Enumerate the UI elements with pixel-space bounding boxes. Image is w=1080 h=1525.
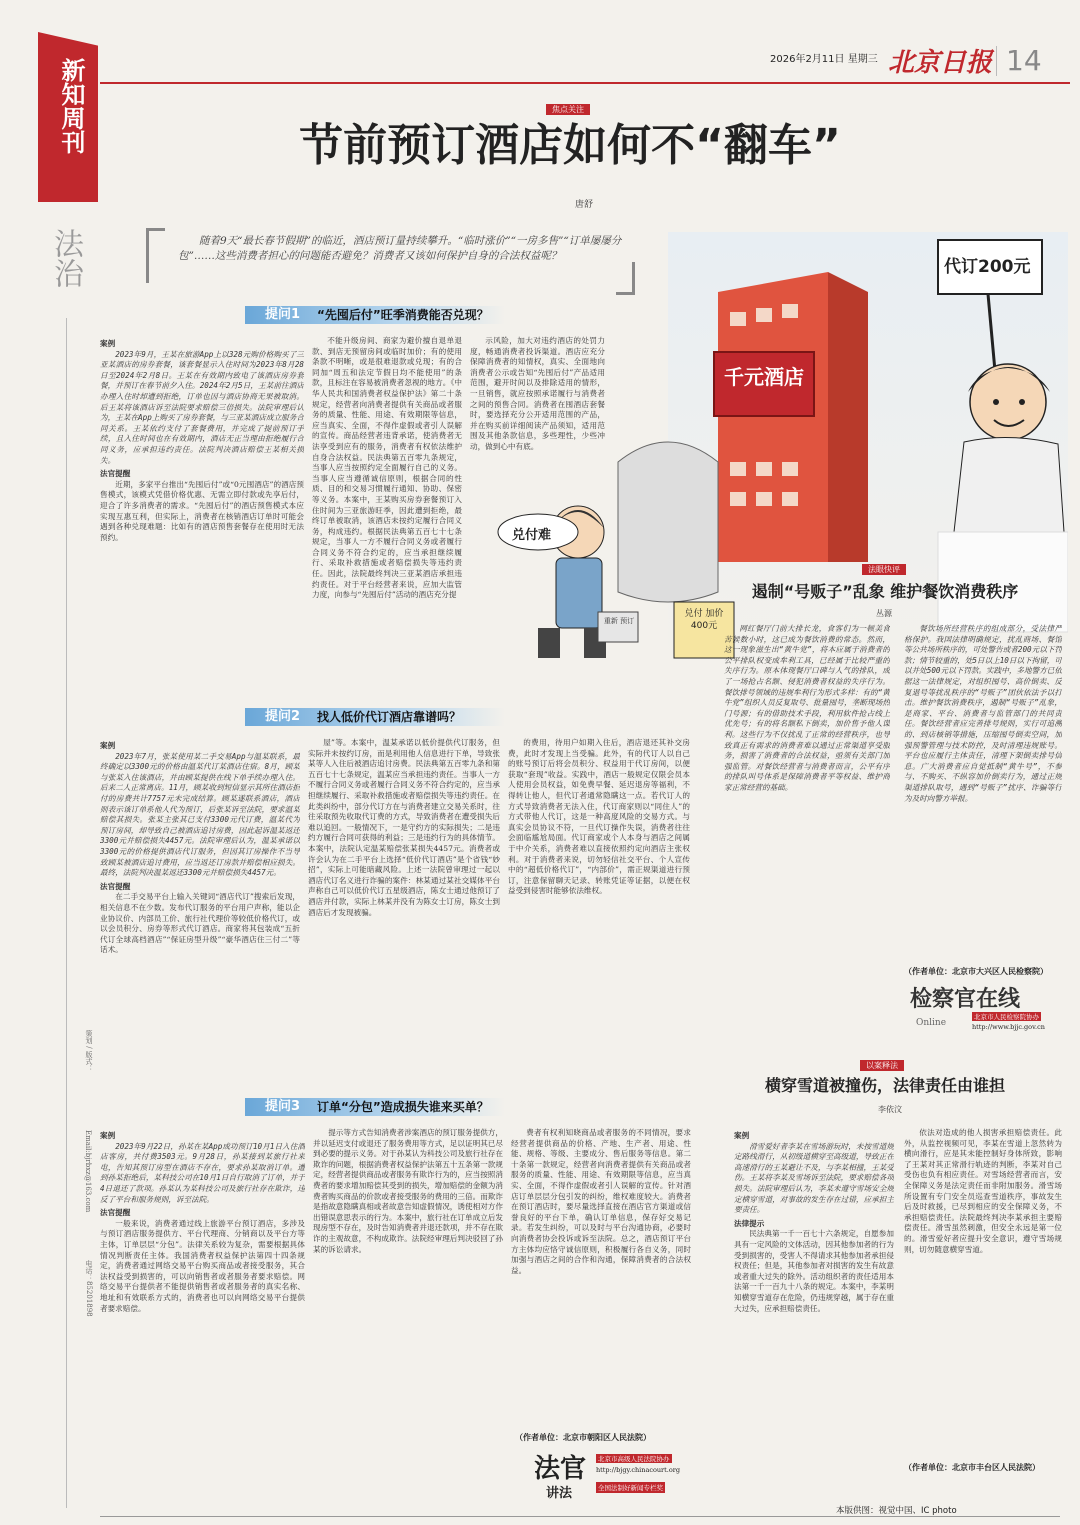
procuratorate-logo-sub: 北京市人民检察院协办: [974, 1013, 1039, 1021]
court-logo-b: 讲法: [546, 1486, 573, 1501]
paper-logo: 北京日报: [888, 48, 993, 78]
phone: 电话：85201898: [85, 1260, 93, 1317]
q2-tip-label: 法官提醒: [100, 881, 131, 891]
side2-title: 横穿雪道被撞伤，法律责任由谁担: [764, 1076, 1005, 1095]
question-2-bar: [245, 708, 505, 726]
q3-case-label: 案例: [100, 1131, 116, 1140]
q3-body-2: 提示等方式告知消费者涉案酒店的预订服务提供方，并以延迟支付或退还了服务费用等方式，足以证明其已尽到必要的提示义务。对于孙某认为科技公司及旅行社存在欺诈的问题，根据消费者权益保护法第五十五条第一款规定，经营者提供商品或者服务有欺诈行为的，应当按照消费者的要求增加赔偿其受到的损失，增加赔偿的金额为消费者购买商品的价款或者接受服务的费用的三倍。而欺诈是指故意隐瞒真相或者故意告知虚假情况，诱使相对方作出错误意思表示的行为。本案中，旅行社在订单成立后发现房型不存在，及时告知消费者并退还款项，并不存在欺诈的主观故意，不构成欺诈。法院经审理后判决驳回了孙某的诉讼请求。: [313, 1128, 503, 1254]
q1-body-3: 示风险，加大对违约酒店的处罚力度，畅通消费者投诉渠道。酒店应充分保障消费者的知情权，真实、全面地向消费者公示或告知“先囤后付”产品适用范围，避开时间以及排除适用的情形，一旦销售，就应按照承诺履行与消费者之间的预售合同。消费者在囤酒店套餐时，要选择充分公开适用范围的产品，并在购买前详细阅读产品须知，适用范围及其他条款信息，多些理性，少些冲动，做到心中有底。: [470, 336, 605, 451]
side1-author: 丛源: [876, 609, 892, 618]
side1-column-1: [724, 624, 890, 1024]
sign-hotel: 千元酒店: [724, 365, 804, 389]
side1-text-1: 网红餐厅门前大排长龙，食客们为一顿美食苦候数小时，这已成为餐饮消费的常态。然而，这一现象滋生出“黄牛党”，将本应属于消费者的公平排队权变成牟利工具，已经属于比较严重的失序行为。原本体现餐厅口碑与人气的排队，成了一场抢占名额、侵犯消费者权益的失序行为。餐饮排号领域的违规牟利行为形式多样：有的“黄牛党”组织人员反复取号、批量囤号，垄断现场热门号源；有的借助技术手段，利用软件抢占线上优先号；有的将名额私下倒卖，加价售予他人谋利。这些行为不仅扰乱了正常的经营秩序，也导致真正有需求的消费者难以通过正常渠道享受服务，损害了消费者的合法权益，亟须有关部门加强监管。对餐饮经营者与消费者而言，公平有序的排队叫号体系是保障消费者平等权益、维护商家正常经营的基础。: [724, 624, 890, 792]
procuratorate-logo-url[interactable]: http://www.bjjc.gov.cn: [972, 1023, 1045, 1031]
question-1-bar: [245, 306, 505, 324]
procuratorate-logo: [906, 982, 1066, 1034]
lead-text: 随着9天“最长春节假期”的临近，酒店预订量持续攀升。“临时涨价”“一房多售”“订单屡屡分包”……这些消费者担心的问题能否避免？消费者又该如何保护自身的合法权益呢？: [178, 235, 622, 262]
question-1-number: 提问1: [265, 307, 301, 322]
lead-bracket: [146, 228, 165, 283]
q3-case-text: 2023年9月22日，孙某在某App成功预订10月1日入住酒店客房，共付费3503元。9月28日，孙某接到某旅行社来电，告知其预订房型在酒店不存在，要求孙某取消订单。遭到孙某拒绝后，某科技公司在10月1日自行取消了订单，并于4日退还了款项。孙某认为某科技公司及旅行社存在欺诈，违反了平台和服务规则，诉至法院。: [100, 1141, 305, 1204]
q3-column-3: [511, 1128, 691, 1428]
masthead: [770, 42, 1060, 82]
bubble-text: 兑付难: [512, 528, 552, 543]
side2-case-text: 滑雪爱好者李某在雪场游玩时，未按雪道规定路线滑行，从初级道横穿至高级道，导致正在高速滑行的王某避让不及，与李某相撞，王某受伤。王某将李某及雪场诉至法院，要求赔偿各项损失。法院审理后认为，李某未遵守雪场安全规定横穿雪道，对事故的发生存在过错，应承担主要责任。: [734, 1141, 894, 1215]
question-2-title: 找人低价代订酒店靠谱吗？: [317, 710, 462, 724]
side1-text-2: 餐饮场所经营秩序的组成部分，受法律严格保护。我国法律明确规定，扰乱商场、餐馆等公共场所秩序的，可处警告或者200元以下罚款；情节较重的，处5日以上10日以下拘留，可以并处500元以下罚款。实践中，多地警方已依据这一法律规定，对组织囤号、高价倒卖、反复退号等扰乱秩序的“号贩子”团伙依法予以打击。维护餐饮消费秩序，遏制“号贩子”乱象，是商家、平台、消费者与监管部门的共同责任。餐饮经营者应完善排号规则，实行可追溯的、到店核销等措施，压缩囤号倒卖空间，加强预警管理与技术防控，及时清理违规账号。平台也应履行主体责任，清理下架倒卖排号信息。广大消费者应自觉抵制“黄牛号”，不参与、不购买、不纵容加价倒卖行为，通过正规渠道排队取号，遇到“号贩子”扰序、诈骗等行为及时向警方举报。: [904, 624, 1062, 803]
side2-body: 依法对造成的他人损害承担赔偿责任。此外，从监控视频可见，李某在雪道上忽然转为横向滑行，应是其未能控制好身体所致，影响了王某对其正常滑行轨迹的判断，李某对自己受伤也负有相应责任。对雪场经营者而言，安全保障义务是法定责任而非附加服务。滑雪场所设置有专门安全员巡查雪道秩序，事故发生后及时救援，已尽到相应的安全保障义务，不承担赔偿责任。法院最终判决李某承担主要赔偿责任。滑雪虽然刺激，但安全永远是第一位的。滑雪爱好者应提升安全意识，遵守雪场规则，切勿随意横穿雪道。: [904, 1128, 1062, 1254]
side2-signature: （作者单位：北京市丰台区人民法院）: [904, 1463, 1040, 1472]
q3-tip-label: 法官提醒: [100, 1208, 131, 1218]
main-title: 节前预订酒店如何不“翻车”: [299, 120, 841, 171]
court-logo: [530, 1448, 700, 1504]
side1-tag: 法眼快评: [862, 564, 906, 575]
court-logo-sub3: 全国法制好新闻专栏奖: [598, 1484, 663, 1492]
issue-date: 2026年2月11日 星期三: [770, 54, 878, 65]
sign-proxy-price: 代订200元: [944, 257, 1031, 277]
q1-column-3: [470, 336, 605, 466]
q2-column-1: [100, 738, 300, 1088]
q1-case-text: 2023年9月，王某在旅游App上以328元购价格购买了三亚某酒店的房券套餐，该套餐显示入住时间为2023年8月28日至2024年2月8日。王某在有效期内致电了该酒店房券套餐，并预订在春节前夕入住。2024年2月5日，王某前往酒店办理入住时却遭到拒绝，订单也因与酒店协商无果被取消。后王某将该酒店诉至法院要求赔偿三倍损失。法院审理后认为，王某在App上购买了房券套餐，与三亚某酒店成立服务合同关系。王某依约支付了套餐费用，并完成了提前预订手续，且入住时间也在有效期内，酒店无正当理由拒绝履行合同义务，应承担违约责任。法院判决酒店赔偿王某相关损失。: [100, 349, 304, 465]
side1-signature: （作者单位：北京市大兴区人民检察院）: [904, 967, 1048, 976]
q2-case-text: 2023年7月，张某使用某二手交易App与温某联系，最终确定以3300元的价格由温某代订某酒店住宿。8月，顾某与张某入住该酒店，并由顾某提供在线下单手续办理入住。后来二人正常离店。11月，顾某收到短信显示其所住酒店拒付的房费共计7757元未完成结算。顾某遂联系酒店，酒店则表示该订单系他人代为预订，后张某诉至法院，要求温某赔偿其损失。张某主张其已支付3300元代订费，温某代为预订房间，却导致自己被酒店追讨房费，因此起诉温某返还3300元并赔偿损失4457元。法院审理后认为，温某承诺以3300元的价格提供酒店代订服务，但因其订房操作不当导致顾某被酒店追讨费用，应当返还订房款并赔偿相应损失。最终，法院判决温某返还3300元并赔偿损失4457元。: [100, 751, 300, 878]
q2-case-label: 案例: [100, 741, 116, 750]
editors-credit: 策划 / 版式：: [85, 1030, 93, 1072]
side2-column-1: [734, 1128, 894, 1488]
q2-column-3: [508, 738, 690, 1078]
court-logo-sub2[interactable]: http://bjgy.chinacourt.org: [596, 1466, 681, 1474]
photo-credit: 本版供图：视觉中国、IC photo: [836, 1506, 957, 1516]
question-3-bar: [245, 1098, 505, 1116]
side2-author: 李依汶: [878, 1105, 902, 1114]
q1-case-label: 案例: [100, 339, 116, 348]
side2-column-2: [904, 1128, 1062, 1458]
q1-tip-label: 法官提醒: [100, 469, 131, 479]
procuratorate-logo-online: Online: [916, 1018, 947, 1028]
main-signature: （作者单位：北京市朝阳区人民法院）: [515, 1433, 651, 1442]
main-author: 唐舒: [575, 200, 594, 210]
q2-body-2: 屋”等。本案中，温某承诺以低价提供代订服务，但实际并未按约订房，而是利用他人信息进行下单，导致张某等人入住后被酒店追讨房费。民法典第五百零九条和第五百七十七条规定，温某应当承担违约责任。当事人一方不履行合同义务或者履行合同义务不符合约定的，应当承担继续履行、采取补救措施或者赔偿损失等违约责任。在此类纠纷中，部分代订方在与消费者建立交易关系时，往往采取预先收取代订费的方式，导致消费者在遭受损失后难以追回。一般情况下，一是守约方的实际损失；二是违约方履行合同可获得的利益；三是违约行为的具体情节。本案中，法院认定温某赔偿张某损失4457元。消费者或许会认为在二手平台上选择“低价代订酒店”是个省钱“妙招”，实际上可能暗藏风险。上述一法院曾审理过一起以酒店代订名义进行诈骗的案件：林某通过某社交媒体平台声称自己可以低价代订五星级酒店，陈女士通过他预订了酒店并付款，实际上林某并没有为陈女士订房，陈女士到酒店后才发现被骗。: [308, 738, 500, 917]
question-3-number: 提问3: [265, 1099, 301, 1114]
q2-body-3: 的费用，待用户如期入住后，酒店退还其补交房费，此时才发现上当受骗。此外，有的代订人以自己的账号预订后将会员积分、权益用于代订房间，以便获取“套现”收益。实践中，酒店一般规定仅限会员本人使用会员权益，如免费早餐、延迟退房等福利，不得转让他人，但代订者通常隐瞒这一点。若代订人的方式导致消费者无法入住，代订商家则以“同住人”的方式带他人代订，这是一种高度风险的交易方式。与真实会员协议不符，一旦代订操作失误，消费者往往会面临尴尬局面。代订商家或个人本身与酒店之间属于中介关系，消费者难以直接依照约定向酒店主张权利。对于消费者来说，切勿轻信社交平台、个人宣传中的“超低价格代订”，“内部价”，需正规渠道进行预订，注意保留聊天记录、转账凭证等证据，以便在权益受到侵害时能够依法维权。: [508, 738, 690, 896]
q3-tip-text: 一般来说，消费者通过线上旅游平台预订酒店，多涉及与预订酒店服务提供方、平台代理商、分销商以及平台方等主体，订单层层“分包”。法律关系较为复杂，需要根据具体情况判断责任主体。我国消费者权益保护法第四十四条规定，消费者通过网络交易平台购买商品或者接受服务，其合法权益受到损害的，可以向销售者或者服务者要求赔偿。网络交易平台提供者不能提供销售者或者服务者的真实名称、地址和有效联系方式的，消费者也可以向网络交易平台提供者要求赔偿。: [100, 1218, 305, 1313]
q1-column-1: [100, 336, 304, 686]
email: Email:bjrbxz@163.com: [84, 1130, 92, 1213]
side2-tag: 以案释法: [860, 1060, 904, 1071]
header-divider: [996, 46, 997, 76]
q1-tip-text: 近期，多家平台推出“先囤后付”或“0元囤酒店”的酒店预售模式，该模式凭借价格优惠、无需立即付款或先享后付，迎合了许多消费者的需求。“先囤后付”的酒店预售模式本应实现互惠互利，但实际上，消费者在核销酒店订单时可能会遇到各种兑现难题：比如有的酒店预售套餐存在使用时无法预约。: [100, 479, 304, 542]
side2-case-label: 案例: [734, 1131, 750, 1140]
side2-tip-text: 民法典第一千一百七十六条规定，自愿参加具有一定风险的文体活动，因其他参加者的行为受到损害的，受害人不得请求其他参加者承担侵权责任；但是，其他参加者对损害的发生有故意或者重大过失的除外。活动组织者的责任适用本法第一千一百九十八条的规定。本案中，李某明知横穿雪道存在危险，仍违规穿越，属于存在重大过失，应承担赔偿责任。: [734, 1229, 894, 1313]
q3-column-1: [100, 1128, 305, 1508]
focus-tag: 焦点关注: [546, 104, 590, 115]
q2-column-2: [308, 738, 500, 1078]
side1-column-2: [904, 624, 1062, 964]
q1-column-2: [312, 336, 462, 686]
question-1-title: “先囤后付”旺季消费能否兑现？: [317, 308, 489, 322]
q1-body-2: 不能升级房间、商家为避价擅自退单退款、到店无预留房间或临时加价；有的使用条款不明晰，或是很难退款或兑现；有的合同加“周五和法定节假日均不能使用”的条款，且标注在容易被消费者忽视的地方。《中华人民共和国消费者权益保护法》第二十条规定，经营者向消费者提供有关商品或者服务的质量、性能、用途、有效期限等信息，应当真实、全面，不得作虚假或者引人误解的宣传。商品经营者违背承诺，使消费者无法享受到应有的服务，消费者有权依法维护自身合法权益。民法典第五百零九条规定，当事人应当按照约定全面履行自己的义务。当事人应当遵循诚信原则，根据合同的性质、目的和交易习惯履行通知、协助、保密等义务。本案中，王某购买房券套餐预订入住时间为三亚旅游旺季，因此遭到拒绝，最终订单被取消，该酒店未按约定履行合同义务，构成违约。根据民法典第五百七十七条规定，当事人一方不履行合同义务或者履行合同义务不符合约定的，应当承担继续履行、采取补救措施或者赔偿损失等违约责任。因此，法院最终判决三亚某酒店承担违约责任。对于平台经营者来说，应加大监管力度，向参与“先囤后付”活动的酒店充分提: [312, 336, 462, 600]
page-number: 14: [1006, 44, 1042, 77]
q3-body-3: 费者有权利知晓商品或者服务的不同情况，要求经营者提供商品的价格、产地、生产者、用途、性能、规格、等级、主要成分、售后服务等信息。第二十条第一款规定，经营者向消费者提供有关商品或者服务的质量、性能、用途、有效期限等信息，应当真实、全面，不得作虚假或者引人误解的宣传。针对酒店订单层层分包引发的纠纷，维权难度较大。消费者在预订酒店时，要尽量选择直接在酒店官方渠道或信誉良好的平台下单，确认订单信息，保存好交易记录。若发生纠纷，可以及时与平台沟通协商，必要时向消费者协会投诉或诉至法院。总之，酒店预订平台方主体均应恪守诚信原则，积极履行各自义务，同时加强与酒店之间的合作和沟通，保障消费者的合法权益。: [511, 1128, 691, 1275]
court-logo-a: 法官: [534, 1454, 587, 1484]
question-3-title: 订单“分包”造成损失谁来买单？: [317, 1100, 489, 1114]
category-rule: [66, 318, 67, 1508]
bottom-rule: [100, 1516, 1060, 1517]
q2-tip-text: 在二手交易平台上输入关键词“酒店代订”搜索后发现，相关信息不在少数。发布代订服务的平台用户声称，能以企业协议价、内部员工价、旅行社代理价等较低价格代订，或以会员积分、房券等形式代订酒店。商家将其包装成“五折代订全球高档酒店”“保证房型升级”“豪华酒店住三付二”等话术。: [100, 892, 300, 955]
court-logo-sub1: 北京市高级人民法院协办: [598, 1455, 670, 1463]
side1-title: 遏制“号贩子”乱象 维护餐饮消费秩序: [751, 582, 1019, 601]
header-rule: [100, 82, 1070, 84]
side2-tip-label: 法律提示: [734, 1218, 765, 1228]
question-2-number: 提问2: [265, 709, 301, 724]
section-name: 新知周刊: [57, 58, 86, 154]
procuratorate-logo-title: 检察官在线: [910, 986, 1021, 1012]
note-text: 重新 预订: [603, 617, 635, 625]
category-name: 法治: [48, 228, 83, 288]
box-text: 兑付 加价 400元: [684, 609, 724, 631]
q3-column-2: [313, 1128, 503, 1508]
